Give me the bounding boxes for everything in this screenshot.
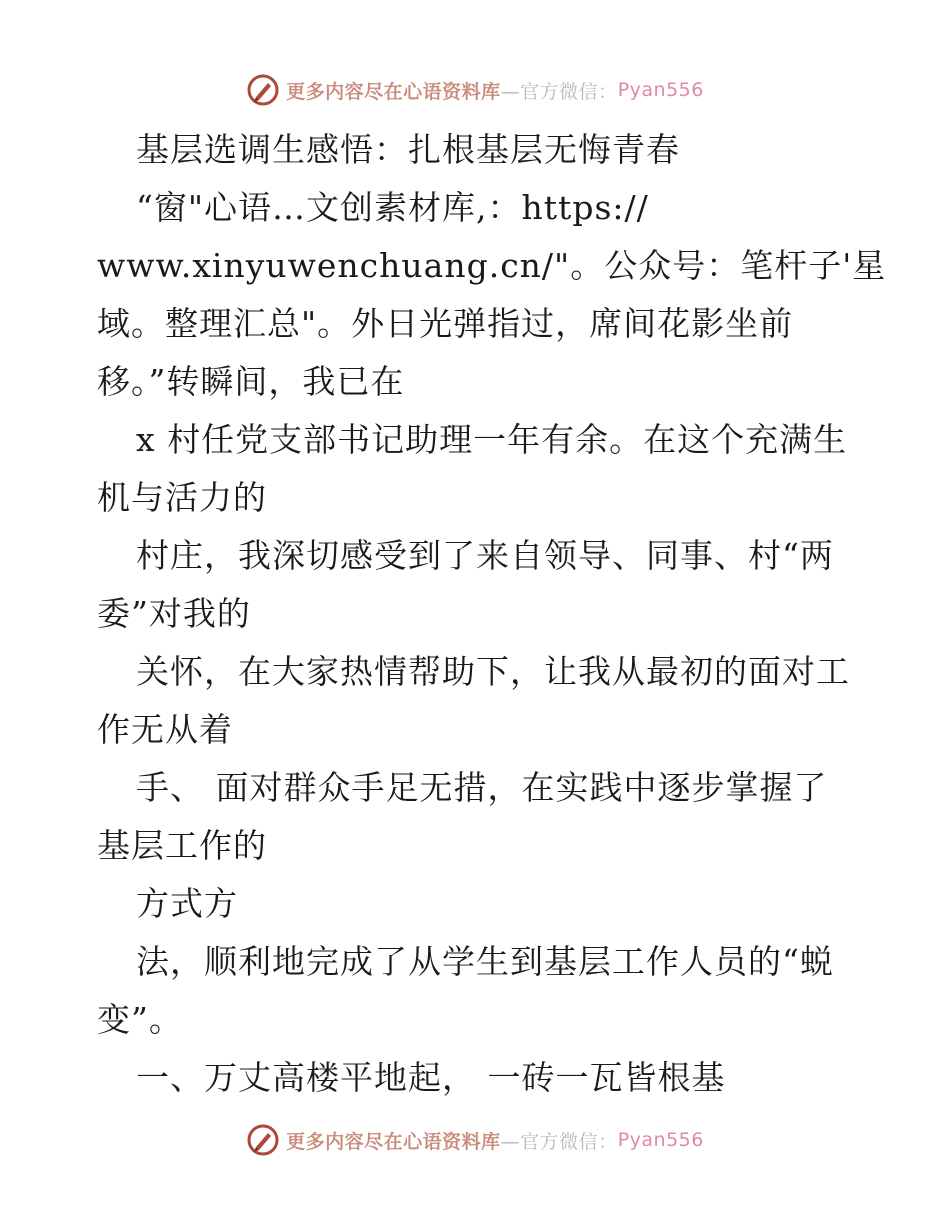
text-line: 方式方	[136, 884, 238, 923]
text-line: 基层工作的	[97, 826, 267, 865]
text-line: 作无从着	[97, 710, 233, 749]
document-title: 基层选调生感悟：扎根基层无悔青春	[136, 130, 680, 169]
pen-logo-icon	[246, 1123, 280, 1157]
text-line: 村庄，我深切感受到了来自领导、同事、村“两	[136, 536, 834, 575]
text-line: 法，顺利地完成了从学生到基层工作人员的“蜕	[136, 942, 834, 981]
text-line: 变”。	[97, 1000, 183, 1039]
text-line: 移。”转瞬间，我已在	[97, 362, 405, 401]
watermark-separator-text: —官方微信：	[500, 80, 618, 103]
text-line: 手、 面对群众手足无措，在实践中逐步掌握了	[136, 768, 828, 807]
watermark-wechat-id: Pyan556	[617, 79, 704, 101]
text-line: 关怀，在大家热情帮助下，让我从最初的面对工	[136, 652, 850, 691]
text-line: “窗"心语…文创素材库,：https://	[136, 188, 649, 227]
text-line: 机与活力的	[97, 478, 267, 517]
watermark-separator-text: —官方微信：	[500, 1130, 618, 1153]
text-line: 委”对我的	[97, 594, 251, 633]
watermark-wechat-id: Pyan556	[617, 1129, 704, 1151]
header-watermark	[0, 70, 950, 110]
text-line: 域。整理汇总"。外日光弹指过，席间花影坐前	[97, 304, 794, 343]
pen-logo-icon	[246, 73, 280, 107]
text-line: x 村任党支部书记助理一年有余。在这个充满生	[136, 420, 848, 459]
watermark-main-text: 更多内容尽在心语资料库	[286, 1130, 501, 1153]
text-line: www.xinyuwenchuang.cn/"。公众号：笔杆子'星	[97, 246, 887, 285]
section-heading: 一、万丈高楼平地起， 一砖一瓦皆根基	[136, 1058, 726, 1097]
watermark-main-text: 更多内容尽在心语资料库	[286, 80, 501, 103]
footer-watermark	[0, 1120, 950, 1160]
